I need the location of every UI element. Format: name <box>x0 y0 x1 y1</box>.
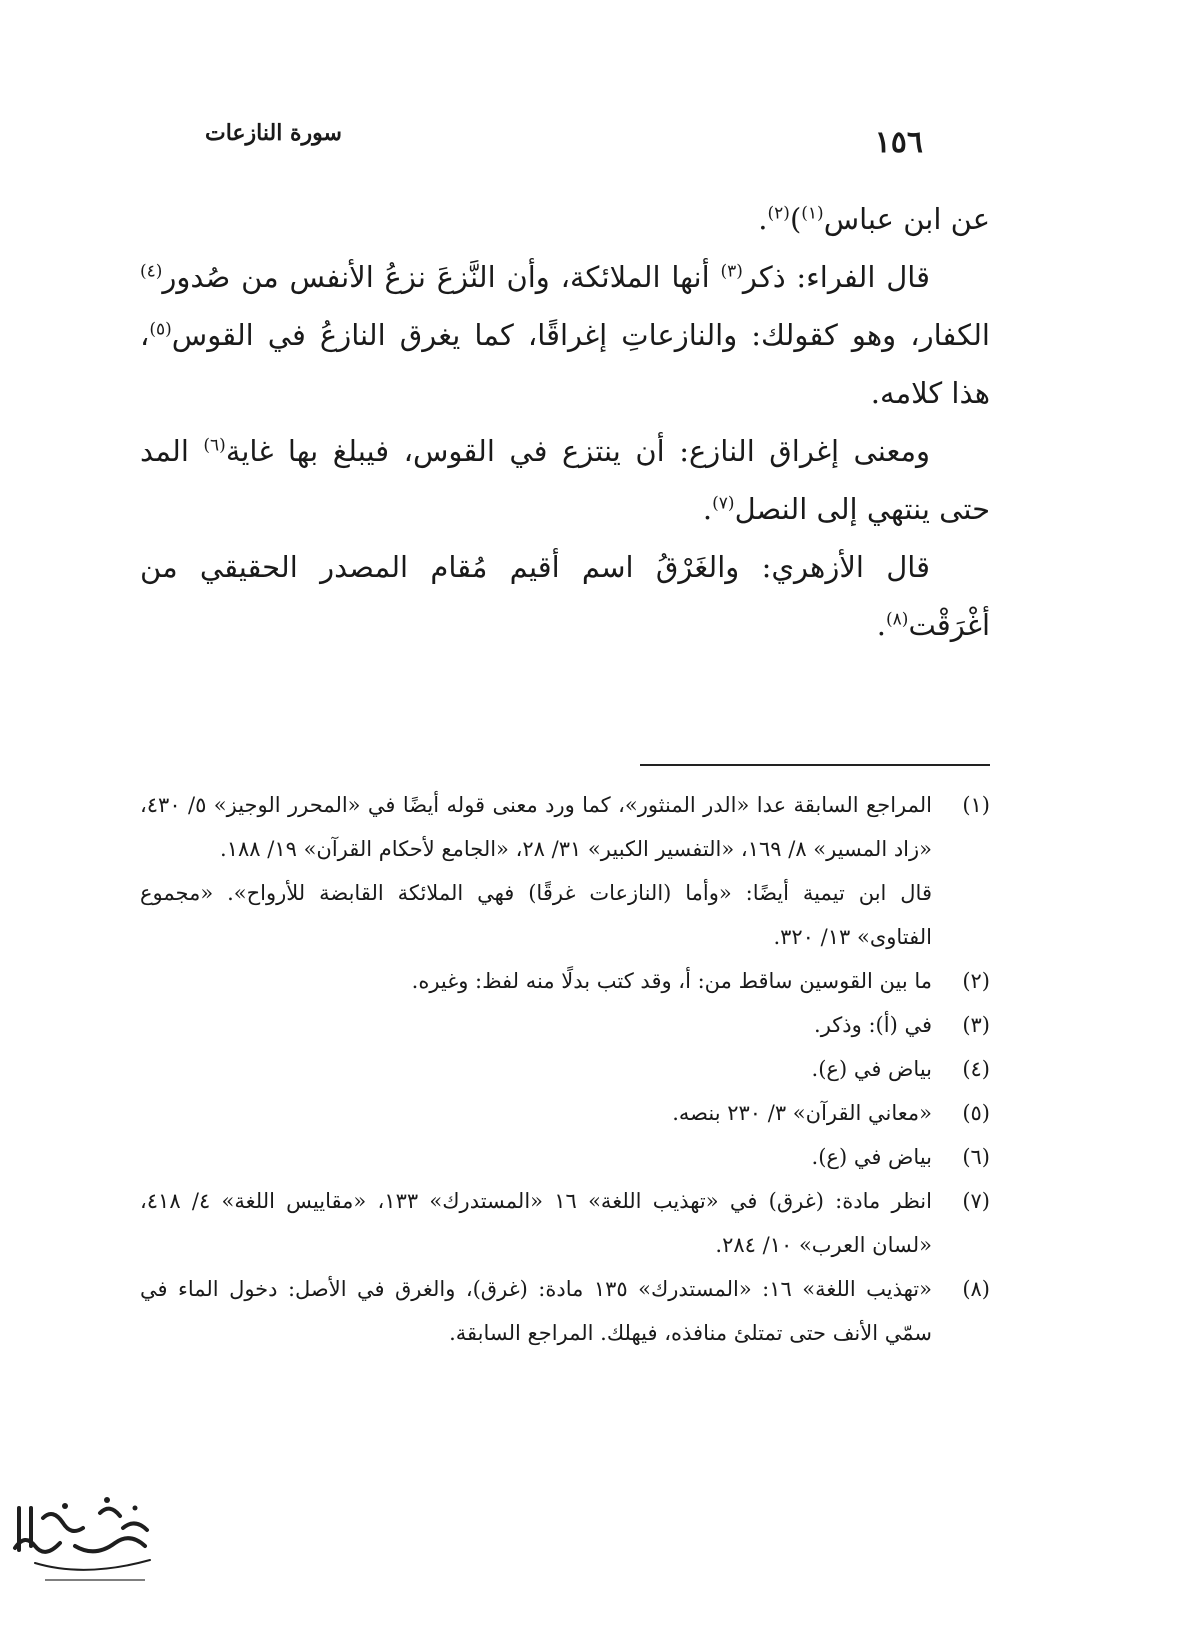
calligraphy-seal-logo <box>5 1488 165 1598</box>
text-run: . <box>702 492 713 526</box>
footnote-text: «معاني القرآن» ٣/ ٢٣٠ بنصه. <box>672 1101 932 1125</box>
footnote-text: بياض في (ع). <box>811 1057 932 1081</box>
text-run: الكفار، وهو كقولك: والنازعاتِ إغراقًا، كما يغرق النازعُ في القوس <box>171 318 990 352</box>
footnote-number: (٤) <box>962 1057 990 1081</box>
footnote-number: (٨) <box>962 1277 990 1301</box>
text-run: أنها الملائكة، وأن النَّزعَ نزعُ الأنفس من صُدور <box>162 260 721 294</box>
text-run: ومعنى إغراق النازع: أن ينتزع في القوس، فيبلغ بها غاية <box>225 434 930 468</box>
paragraph-4 <box>140 538 990 654</box>
text-run: . <box>758 202 768 236</box>
footnote-8 <box>140 1267 990 1355</box>
running-head-title: سورة النازعات <box>205 120 342 146</box>
footnote-number: (٢) <box>962 969 990 993</box>
footnote-text: انظر مادة: (غرق) في «تهذيب اللغة» ١٦ «المستدرك» ١٣٣، «مقاييس اللغة» ٤/ ٤١٨، «لسان العرب» ١٠/ ٢٨٤. <box>140 1189 932 1257</box>
page-number: ١٥٦ <box>874 125 923 160</box>
footnote-text: «تهذيب اللغة» ١٦: «المستدرك» ١٣٥ مادة: (غرق)، والغرق في الأصل: دخول الماء في سمّي الأنف حتى تمتلئ منافذه، فيهلك. المراجع السابقة. <box>140 1277 932 1345</box>
footnote-ref-1[interactable]: (١) <box>801 203 824 224</box>
text-run: قال الفراء: ذكر <box>742 260 930 294</box>
footnote-6 <box>140 1135 990 1179</box>
footnote-text: في (أ): وذكر. <box>814 1013 932 1037</box>
footnote-number: (١) <box>962 793 990 817</box>
footnote-number: (٣) <box>962 1013 990 1037</box>
footnote-3 <box>140 1003 990 1047</box>
footnote-7 <box>140 1179 990 1267</box>
text-run: المد حتى ينتهي إلى النصل <box>140 434 990 526</box>
footnote-separator <box>640 764 990 766</box>
main-text <box>140 190 990 654</box>
text-run: ، هذا كلامه. <box>140 318 990 410</box>
paragraph-1 <box>140 190 990 248</box>
footnote-text: بياض في (ع). <box>811 1145 932 1169</box>
footnote-2 <box>140 959 990 1003</box>
paragraph-2 <box>140 248 990 422</box>
footnote-ref-4[interactable]: (٤) <box>140 261 163 282</box>
footnote-text: المراجع السابقة عدا «الدر المنثور»، كما ورد معنى قوله أيضًا في «المحرر الوجيز» ٥/ ٤٣٠، «زاد المسير» ٨/ ١٦٩، «التفسير الكبير» ٣١/ ٢٨، «الجامع لأحكام القرآن» ١٩/ ١٨٨. <box>140 793 932 861</box>
text-run: عن ابن عباس <box>823 202 990 236</box>
footnotes <box>140 783 990 1355</box>
footnote-ref-2[interactable]: (٢) <box>767 203 790 224</box>
footnote-1-continuation: قال ابن تيمية أيضًا: «وأما (النازعات غرقًا) فهي الملائكة القابضة للأرواح». «مجموع الفتاوى» ١٣/ ٣٢٠. <box>140 881 932 949</box>
footnote-number: (٥) <box>962 1101 990 1125</box>
text-run: ) <box>789 202 802 236</box>
footnote-5 <box>140 1091 990 1135</box>
footnote-number: (٦) <box>962 1145 990 1169</box>
text-run: قال الأزهري: والغَرْقُ اسم أقيم مُقام المصدر الحقيقي من أغْرَقْت <box>140 550 990 642</box>
footnote-1 <box>140 783 990 871</box>
footnote-ref-5[interactable]: (٥) <box>149 319 172 340</box>
footnote-ref-3[interactable]: (٣) <box>720 261 743 282</box>
paragraph-3 <box>140 422 990 538</box>
footnote-4 <box>140 1047 990 1091</box>
footnote-number: (٧) <box>962 1189 990 1213</box>
text-run: . <box>876 608 887 642</box>
footnote-ref-6[interactable]: (٦) <box>203 435 226 456</box>
footnote-text: ما بين القوسين ساقط من: أ، وقد كتب بدلًا منه لفظ: وغيره. <box>411 969 932 993</box>
footnote-ref-7[interactable]: (٧) <box>712 493 735 514</box>
footnote-ref-8[interactable]: (٨) <box>886 609 909 630</box>
